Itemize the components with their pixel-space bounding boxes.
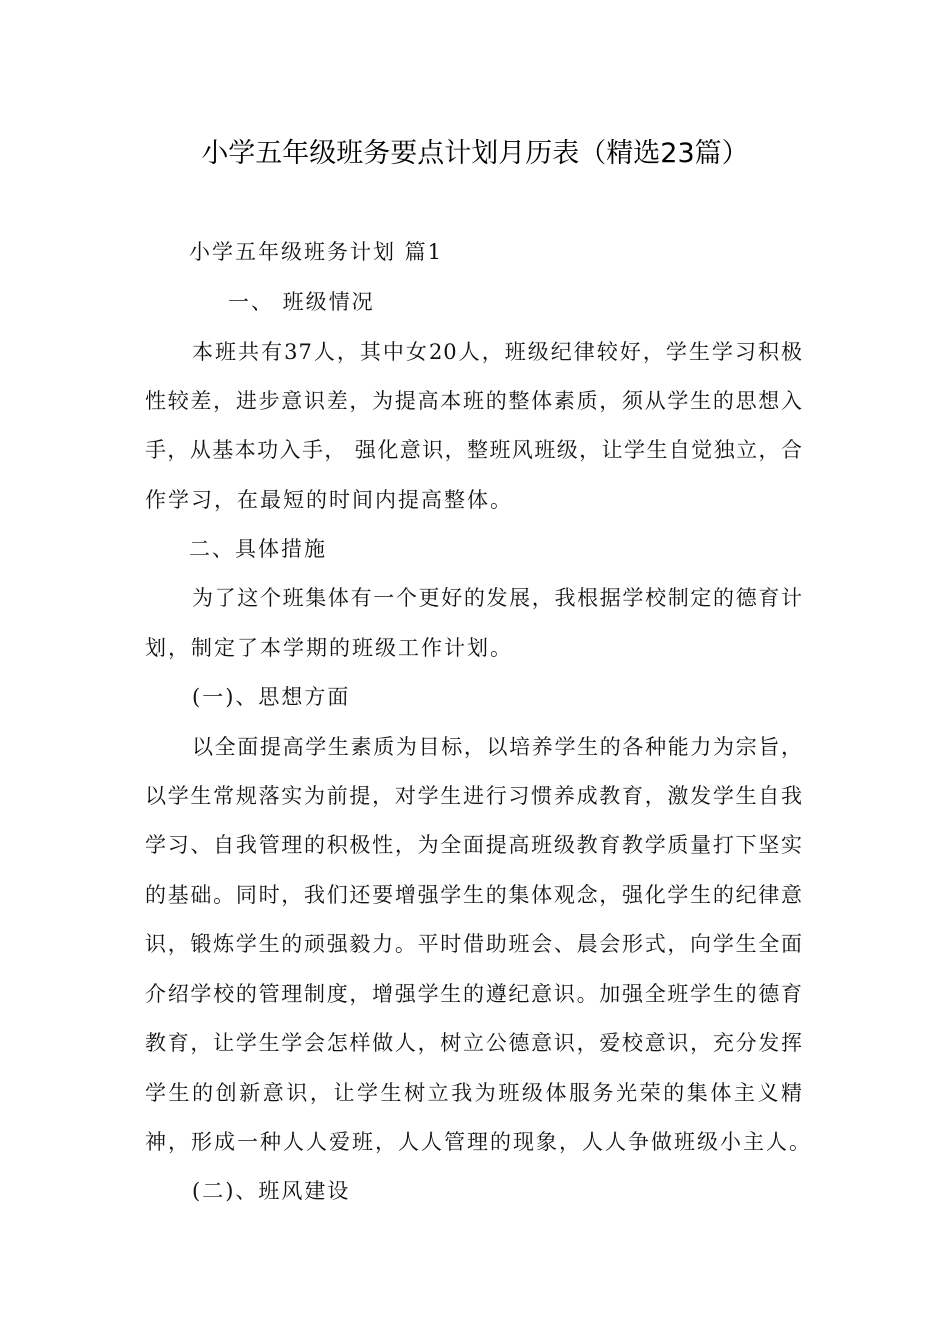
paragraph-line: 介绍学校的管理制度，增强学生的遵纪意识。加强全班学生的德育 xyxy=(145,982,803,1006)
section-heading: 小学五年级班务计划 篇1 xyxy=(189,240,444,264)
subsection-heading: (二)、班风建设 xyxy=(192,1179,351,1203)
paragraph-line: 以全面提高学生素质为目标，以培养学生的各种能力为宗旨， xyxy=(192,735,803,759)
paragraph-line: 本班共有37人，其中女20人，班级纪律较好，学生学习积极 xyxy=(192,340,803,364)
paragraph-line: 神，形成一种人人爱班，人人管理的现象，人人争做班级小主人。 xyxy=(145,1130,812,1154)
paragraph-line: 学习、自我管理的积极性，为全面提高班级教育教学质量打下坚实 xyxy=(145,833,803,857)
paragraph-line: 教育，让学生学会怎样做人，树立公德意识，爱校意识，充分发挥 xyxy=(145,1031,803,1055)
paragraph-line: 手，从基本功入手， 强化意识，整班风班级，让学生自觉独立，合 xyxy=(145,438,803,462)
paragraph-line: 学生的创新意识，让学生树立我为班级体服务光荣的集体主义精 xyxy=(145,1081,803,1105)
subsection-heading: (一)、思想方面 xyxy=(192,685,351,709)
paragraph-line: 为了这个班集体有一个更好的发展，我根据学校制定的德育计 xyxy=(192,586,803,610)
paragraph-line: 的基础。同时，我们还要增强学生的集体观念，强化学生的纪律意 xyxy=(145,883,803,907)
document-title: 小学五年级班务要点计划月历表（精选23篇） xyxy=(201,138,749,169)
paragraph-line: 识，锻炼学生的顽强毅力。平时借助班会、晨会形式，向学生全面 xyxy=(145,932,803,956)
paragraph-line: 性较差，进步意识差，为提高本班的整体素质，须从学生的思想入 xyxy=(145,389,803,413)
paragraph-line: 以学生常规落实为前提，对学生进行习惯养成教育，激发学生自我 xyxy=(145,784,803,808)
subsection-heading: 二、具体措施 xyxy=(189,537,327,561)
paragraph-line: 作学习，在最短的时间内提高整体。 xyxy=(145,488,513,512)
subsection-heading: 一、 班级情况 xyxy=(228,290,375,314)
paragraph-line: 划，制定了本学期的班级工作计划。 xyxy=(145,636,513,660)
